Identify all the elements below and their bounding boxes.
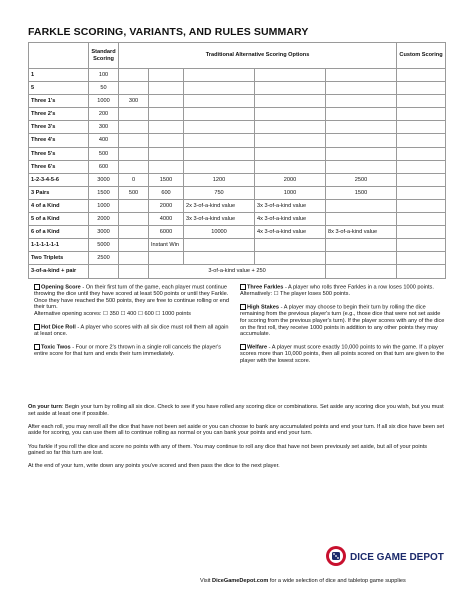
- row-label-header: [29, 43, 89, 69]
- empty-cell: [397, 134, 446, 147]
- alt-score-cell: 1500: [149, 173, 184, 186]
- empty-cell: [184, 108, 255, 121]
- standard-score-cell: 1000: [89, 199, 119, 212]
- table-row: [29, 121, 446, 134]
- empty-cell: [397, 121, 446, 134]
- empty-cell: [119, 199, 149, 212]
- empty-cell: [326, 82, 397, 95]
- scoring-table: [28, 42, 446, 279]
- empty-cell: [119, 252, 149, 265]
- standard-score-cell: 400: [89, 134, 119, 147]
- empty-cell: [149, 134, 184, 147]
- row-label: 3 Pairs: [29, 186, 89, 199]
- opening-score-variant: Opening Score - On their first turn of the game, each player must continue throwing the dice until they have scored at least 500 points or until they Farkle. Once they have reached the 500 points, they are free to continue rolling or end their turn. Alternative opening scores: ☐ 350 ☐ 400 ☐ 600 ☐ 1000 points: [34, 284, 229, 317]
- hot-dice-variant: Hot Dice Roll - A player who scores with all six dice must roll them all again at least once.: [34, 324, 229, 338]
- row-label: 1-2-3-4-5-6: [29, 173, 89, 186]
- empty-cell: [326, 95, 397, 108]
- alt-score-cell: 4x 3-of-a-kind value: [255, 226, 326, 239]
- empty-cell: [119, 69, 149, 82]
- empty-cell: [119, 226, 149, 239]
- rules-turn: On your turn: Begin your turn by rolling all six dice. Check to see if you have rolled any scoring dice or combinations. Set aside any scoring dice you wish, but you must set aside at least one if possible.: [28, 404, 444, 417]
- empty-cell: [184, 134, 255, 147]
- table-row: [29, 239, 446, 252]
- alt-score-cell: 3x 3-of-a-kind value: [255, 199, 326, 212]
- empty-cell: [255, 95, 326, 108]
- table-row: [29, 134, 446, 147]
- alt-score-cell: 2500: [326, 173, 397, 186]
- empty-cell: [326, 108, 397, 121]
- empty-cell: [326, 121, 397, 134]
- alt-score-cell: 1200: [184, 173, 255, 186]
- empty-cell: [119, 121, 149, 134]
- empty-cell: [255, 108, 326, 121]
- empty-cell: [255, 239, 326, 252]
- empty-cell: [326, 213, 397, 226]
- rules-section: [28, 404, 445, 477]
- empty-cell: [255, 147, 326, 160]
- toxic-twos-variant: Toxic Twos - Four or more 2's thrown in a single roll cancels the player's entire score for that turn and ends their turn immediately.: [34, 344, 222, 358]
- standard-scoring-header: Standard Scoring: [89, 43, 119, 69]
- empty-cell: [397, 186, 446, 199]
- empty-cell: [255, 82, 326, 95]
- empty-cell: [326, 199, 397, 212]
- footer-text: Visit DiceGameDepot.com for a wide selection of dice and tabletop game supplies: [200, 578, 406, 584]
- alt-score-cell: 10000: [184, 226, 255, 239]
- toxic-twos-checkbox[interactable]: [34, 344, 40, 350]
- empty-cell: [119, 82, 149, 95]
- empty-cell: [397, 265, 446, 278]
- row-label: Three 2's: [29, 108, 89, 121]
- alt-score-cell: 0: [119, 173, 149, 186]
- empty-cell: [149, 160, 184, 173]
- standard-score-cell: 600: [89, 160, 119, 173]
- empty-cell: [149, 121, 184, 134]
- empty-cell: [184, 121, 255, 134]
- empty-cell: [326, 252, 397, 265]
- row-label: Three 4's: [29, 134, 89, 147]
- row-label: 1-1-1-1-1-1: [29, 239, 89, 252]
- empty-cell: [255, 69, 326, 82]
- empty-cell: [397, 252, 446, 265]
- row-label: Three 5's: [29, 147, 89, 160]
- empty-cell: [397, 160, 446, 173]
- table-row: [29, 252, 446, 265]
- site-link[interactable]: DiceGameDepot.com: [212, 578, 269, 584]
- empty-cell: [184, 82, 255, 95]
- alt-score-cell: 1500: [326, 186, 397, 199]
- row-label: 5: [29, 82, 89, 95]
- empty-cell: [397, 173, 446, 186]
- empty-cell: [184, 239, 255, 252]
- high-stakes-checkbox[interactable]: [240, 304, 246, 310]
- empty-cell: [255, 121, 326, 134]
- rules-end-turn: At the end of your turn, write down any points you've scored and then pass the dice to the next player.: [28, 463, 280, 470]
- standard-score-cell: [89, 265, 119, 278]
- alt-score-cell: 3x 3-of-a-kind value: [184, 213, 255, 226]
- row-label: Two Triplets: [29, 252, 89, 265]
- variants-right-column: [240, 284, 445, 371]
- empty-cell: [397, 239, 446, 252]
- logo-text: DICE GAME DEPOT: [350, 552, 444, 563]
- standard-score-cell: 100: [89, 69, 119, 82]
- standard-score-cell: 2500: [89, 252, 119, 265]
- three-farkles-variant: Three Farkles - A player who rolls three Farkles in a row loses 1000 points. Alternatively: ☐ The player loses 500 points.: [240, 284, 434, 298]
- empty-cell: [119, 147, 149, 160]
- row-label: Three 1's: [29, 95, 89, 108]
- empty-cell: [397, 82, 446, 95]
- standard-score-cell: 3000: [89, 173, 119, 186]
- standard-score-cell: 2000: [89, 213, 119, 226]
- custom-scoring-header: Custom Scoring: [397, 43, 446, 69]
- table-row: [29, 160, 446, 173]
- alt-score-cell: 500: [119, 186, 149, 199]
- standard-score-cell: 5000: [89, 239, 119, 252]
- empty-cell: [184, 147, 255, 160]
- empty-cell: [326, 134, 397, 147]
- empty-cell: [397, 95, 446, 108]
- empty-cell: [119, 108, 149, 121]
- table-row: [29, 265, 446, 278]
- empty-cell: [149, 147, 184, 160]
- three-farkles-checkbox[interactable]: [240, 284, 246, 290]
- row-label: 4 of a Kind: [29, 199, 89, 212]
- traditional-scoring-header: Traditional Alternative Scoring Options: [119, 43, 397, 69]
- empty-cell: [149, 82, 184, 95]
- standard-score-cell: 1500: [89, 186, 119, 199]
- table-row: [29, 147, 446, 160]
- row-label: Three 6's: [29, 160, 89, 173]
- table-row: [29, 213, 446, 226]
- alt-score-cell: 2x 3-of-a-kind value: [184, 199, 255, 212]
- row-label: 1: [29, 69, 89, 82]
- table-row: [29, 108, 446, 121]
- welfare-variant: Welfare - A player must score exactly 10,000 points to win the game. If a player scores more than 10,000 points, then all points scored on that turn are given to the player with the lowest score.: [240, 344, 445, 364]
- empty-cell: [119, 265, 149, 278]
- welfare-checkbox[interactable]: [240, 344, 246, 350]
- rules-farkle: You farkle if you roll the dice and score no points with any of them. You may continue to roll any dice that have not been previously set aside, but all of your points gained so far this turn are lost.: [28, 443, 428, 457]
- alt-score-cell: 2000: [255, 173, 326, 186]
- empty-cell: [255, 252, 326, 265]
- table-row: [29, 199, 446, 212]
- empty-cell: [326, 69, 397, 82]
- empty-cell: [326, 239, 397, 252]
- alt-score-cell: 6000: [149, 226, 184, 239]
- table-row: [29, 82, 446, 95]
- empty-cell: [184, 252, 255, 265]
- alt-score-cell: 300: [119, 95, 149, 108]
- empty-cell: [184, 69, 255, 82]
- empty-cell: [184, 160, 255, 173]
- empty-cell: [149, 95, 184, 108]
- empty-cell: [397, 213, 446, 226]
- alt-score-cell: 2000: [149, 199, 184, 212]
- empty-cell: [149, 108, 184, 121]
- row-label: 5 of a Kind: [29, 213, 89, 226]
- empty-cell: [255, 160, 326, 173]
- dice-game-depot-logo: [325, 544, 445, 568]
- standard-score-cell: 3000: [89, 226, 119, 239]
- table-row: [29, 173, 446, 186]
- empty-cell: [184, 95, 255, 108]
- empty-cell: [397, 226, 446, 239]
- empty-cell: [326, 265, 397, 278]
- empty-cell: [119, 134, 149, 147]
- table-row: [29, 95, 446, 108]
- table-row: [29, 186, 446, 199]
- high-stakes-variant: High Stakes - A player may choose to begin their turn by rolling the dice remaining from the previous player's turn (e.g., those dice that were not set aside for scoring from the previous player's turn). If the player scores with any of the dice on the first roll, they receive 1000 points in addition to any other points they may accumulate.: [240, 304, 445, 338]
- empty-cell: [149, 252, 184, 265]
- opening-score-checkbox[interactable]: [34, 284, 40, 290]
- row-label: 6 of a Kind: [29, 226, 89, 239]
- table-row: [29, 69, 446, 82]
- empty-cell: [397, 108, 446, 121]
- empty-cell: [149, 69, 184, 82]
- empty-cell: [397, 69, 446, 82]
- logo-emblem-icon: [325, 544, 445, 568]
- standard-score-cell: 300: [89, 121, 119, 134]
- empty-cell: [255, 134, 326, 147]
- standard-score-cell: 500: [89, 147, 119, 160]
- empty-cell: [119, 160, 149, 173]
- alt-score-cell: 1000: [255, 186, 326, 199]
- alt-score-cell: Instant Win: [149, 239, 184, 252]
- alt-score-cell: 600: [149, 186, 184, 199]
- standard-score-cell: 200: [89, 108, 119, 121]
- row-label: Three 3's: [29, 121, 89, 134]
- alt-score-cell: 750: [184, 186, 255, 199]
- alt-score-cell: 8x 3-of-a-kind value: [326, 226, 397, 239]
- alt-score-cell: 4000: [149, 213, 184, 226]
- standard-score-cell: 1000: [89, 95, 119, 108]
- alt-score-cell: 3-of-a-kind value + 250: [149, 265, 326, 278]
- empty-cell: [119, 213, 149, 226]
- empty-cell: [326, 147, 397, 160]
- standard-score-cell: 50: [89, 82, 119, 95]
- empty-cell: [326, 160, 397, 173]
- row-label: 3-of-a-kind + pair: [29, 265, 89, 278]
- alt-score-cell: 4x 3-of-a-kind value: [255, 213, 326, 226]
- empty-cell: [397, 147, 446, 160]
- variants-left-column: [34, 284, 234, 365]
- empty-cell: [397, 199, 446, 212]
- table-row: [29, 226, 446, 239]
- hot-dice-checkbox[interactable]: [34, 324, 40, 330]
- table-header-row: [29, 43, 446, 69]
- rules-reroll: After each roll, you may reroll all the dice that have not been set aside or you can choose to bank any accumulated points and end your turn. If all six dice have been set aside for scoring, you can use them all to continue rolling as normal or you can bank your points and end your turn.: [28, 423, 445, 437]
- page-title: FARKLE SCORING, VARIANTS, AND RULES SUMMARY: [28, 26, 309, 38]
- empty-cell: [119, 239, 149, 252]
